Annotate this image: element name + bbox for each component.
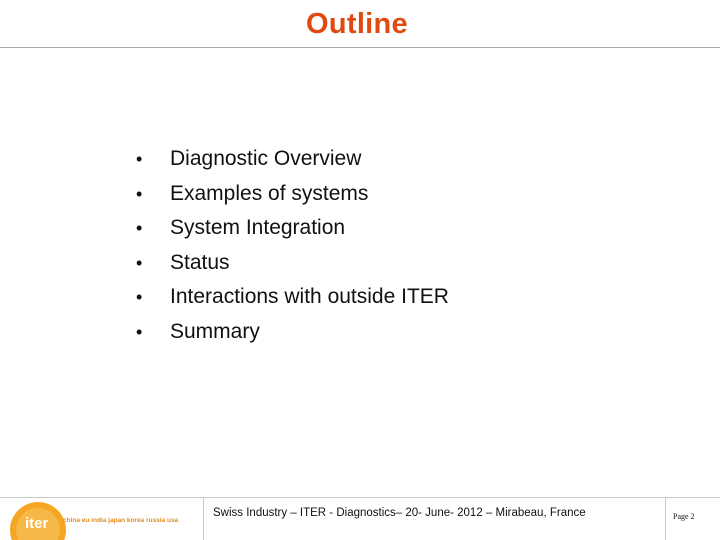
- list-item-text: Summary: [170, 319, 260, 343]
- bullet-icon: •: [136, 252, 143, 273]
- list-item-text: Examples of systems: [170, 181, 369, 205]
- bullet-icon: •: [136, 321, 143, 342]
- page-number: Page 2: [673, 512, 695, 521]
- bullet-icon: •: [136, 218, 143, 238]
- slide-title: Outline: [306, 8, 408, 40]
- iter-logo: [8, 498, 198, 540]
- list-item-text: Diagnostic Overview: [170, 147, 362, 170]
- footer-separator: [203, 497, 204, 540]
- title-divider: [0, 47, 720, 48]
- footer-separator: [665, 497, 666, 540]
- footer-caption: Swiss Industry – ITER - Diagnostics– 20- June- 2012 – Mirabeau, France: [213, 507, 586, 519]
- list-item-text: Status: [170, 250, 230, 274]
- sun-logo-icon: [8, 498, 68, 540]
- logo-tagline: china eu india japan korea russia usa: [63, 517, 179, 524]
- svg-text:iter: iter: [25, 515, 49, 532]
- bullet-icon: •: [136, 183, 143, 204]
- bullet-icon: •: [136, 287, 143, 307]
- bullet-icon: •: [136, 149, 143, 169]
- list-item-text: System Integration: [170, 216, 346, 239]
- list-item-text: Interactions with outside ITER: [170, 285, 449, 308]
